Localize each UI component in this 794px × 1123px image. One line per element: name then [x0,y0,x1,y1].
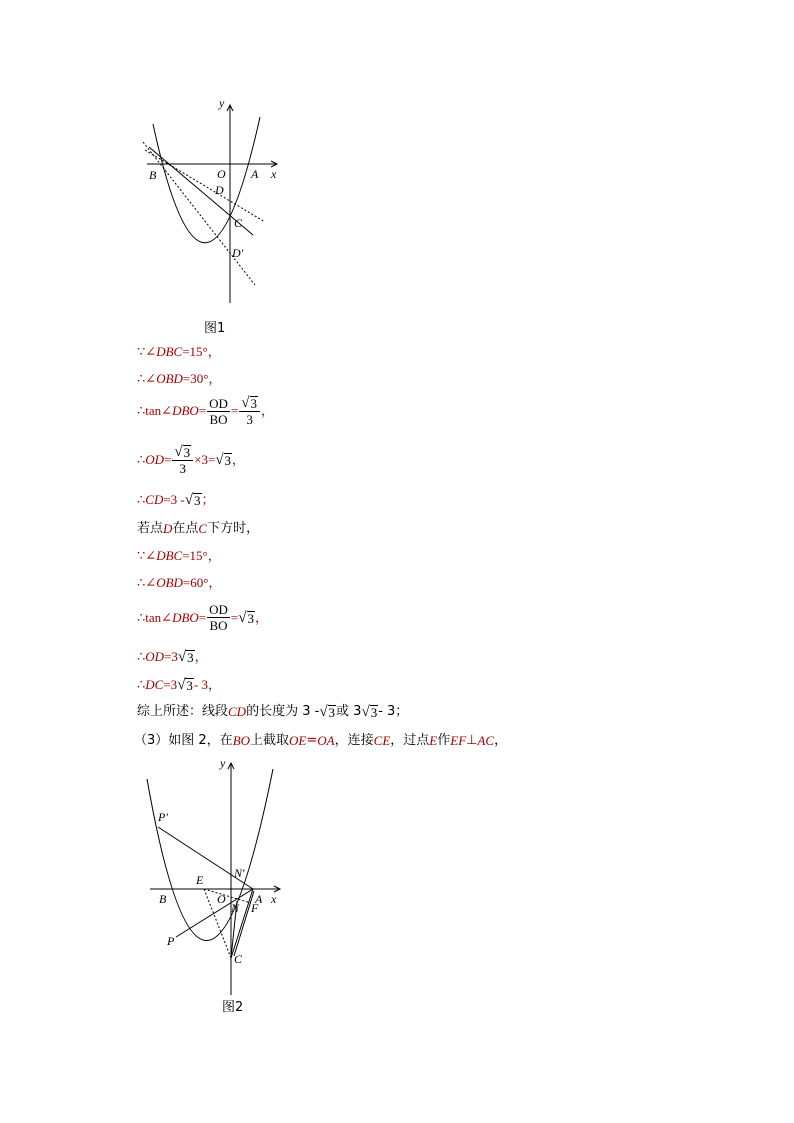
solution-line-6: 若点 D 在点 C 下方时， [137,521,260,536]
solution-line-4: ∴ OD = √ 3 3 ×3= √ 3 ， [137,444,246,476]
label-b: B [149,168,157,182]
label-y: y [219,96,225,110]
figure-2-caption: 图2 [222,1000,244,1015]
parabola [153,117,260,243]
label-e: E [196,873,204,887]
label-b: B [159,892,167,906]
label-c: C [234,952,243,966]
label-nprime: N′ [234,866,245,880]
solution-line-11: ∴ DC =3 √ 3 - 3， [137,677,222,693]
label-a: A [255,892,263,906]
label-dprime: D′ [232,246,244,260]
solution-line-7: ∵ ∠ DBC =15°， [137,548,221,563]
solution-line-10: ∴ OD =3 √ 3 ， [137,649,208,665]
figure-1-diagram [135,95,290,310]
line-p-a [176,889,253,937]
solution-line-2: ∴ ∠ OBD =30°， [137,371,222,386]
label-c: C [234,216,243,230]
label-x: x [271,167,277,181]
label-o: O [217,892,226,906]
label-o: O [217,167,226,181]
label-f: F [251,901,259,915]
solution-line-5: ∴ CD =3 - √ 3 ； [137,492,215,508]
label-p: P [167,934,175,948]
label-pprime: P′ [158,810,168,824]
solution-line-13: （3）如图 2，在 BO 上截取 OE = OA ，连接 CE ，过点 E 作 EF ⊥ AC ， [134,733,508,748]
label-a: A [251,167,259,181]
line-bdprime-dotted [143,142,255,285]
figure-2-diagram [140,757,290,997]
label-d: D [215,183,224,197]
label-n: N [231,901,240,915]
label-x: x [271,892,277,906]
line-e-f-dotted [204,889,251,903]
line-bd-dotted [145,150,265,222]
solution-line-3: ∴ tan ∠ DBO = $\frac{OD}{BO}$ = √ 3 3 ， [137,395,275,427]
solution-line-9: ∴ tan ∠ DBO = $\frac{OD}{BO}$ = √ 3 ， [137,602,269,633]
figure-1-caption: 图1 [204,321,226,336]
label-y: y [220,757,226,770]
solution-line-8: ∴ ∠ OBD =60°， [137,575,222,590]
solution-line-1: ∵ ∠ DBC =15°， [137,344,221,359]
solution-line-12: 综上所述：线段 CD 的长度为 3 - √ 3 或 3 √ 3 - 3； [137,704,409,720]
